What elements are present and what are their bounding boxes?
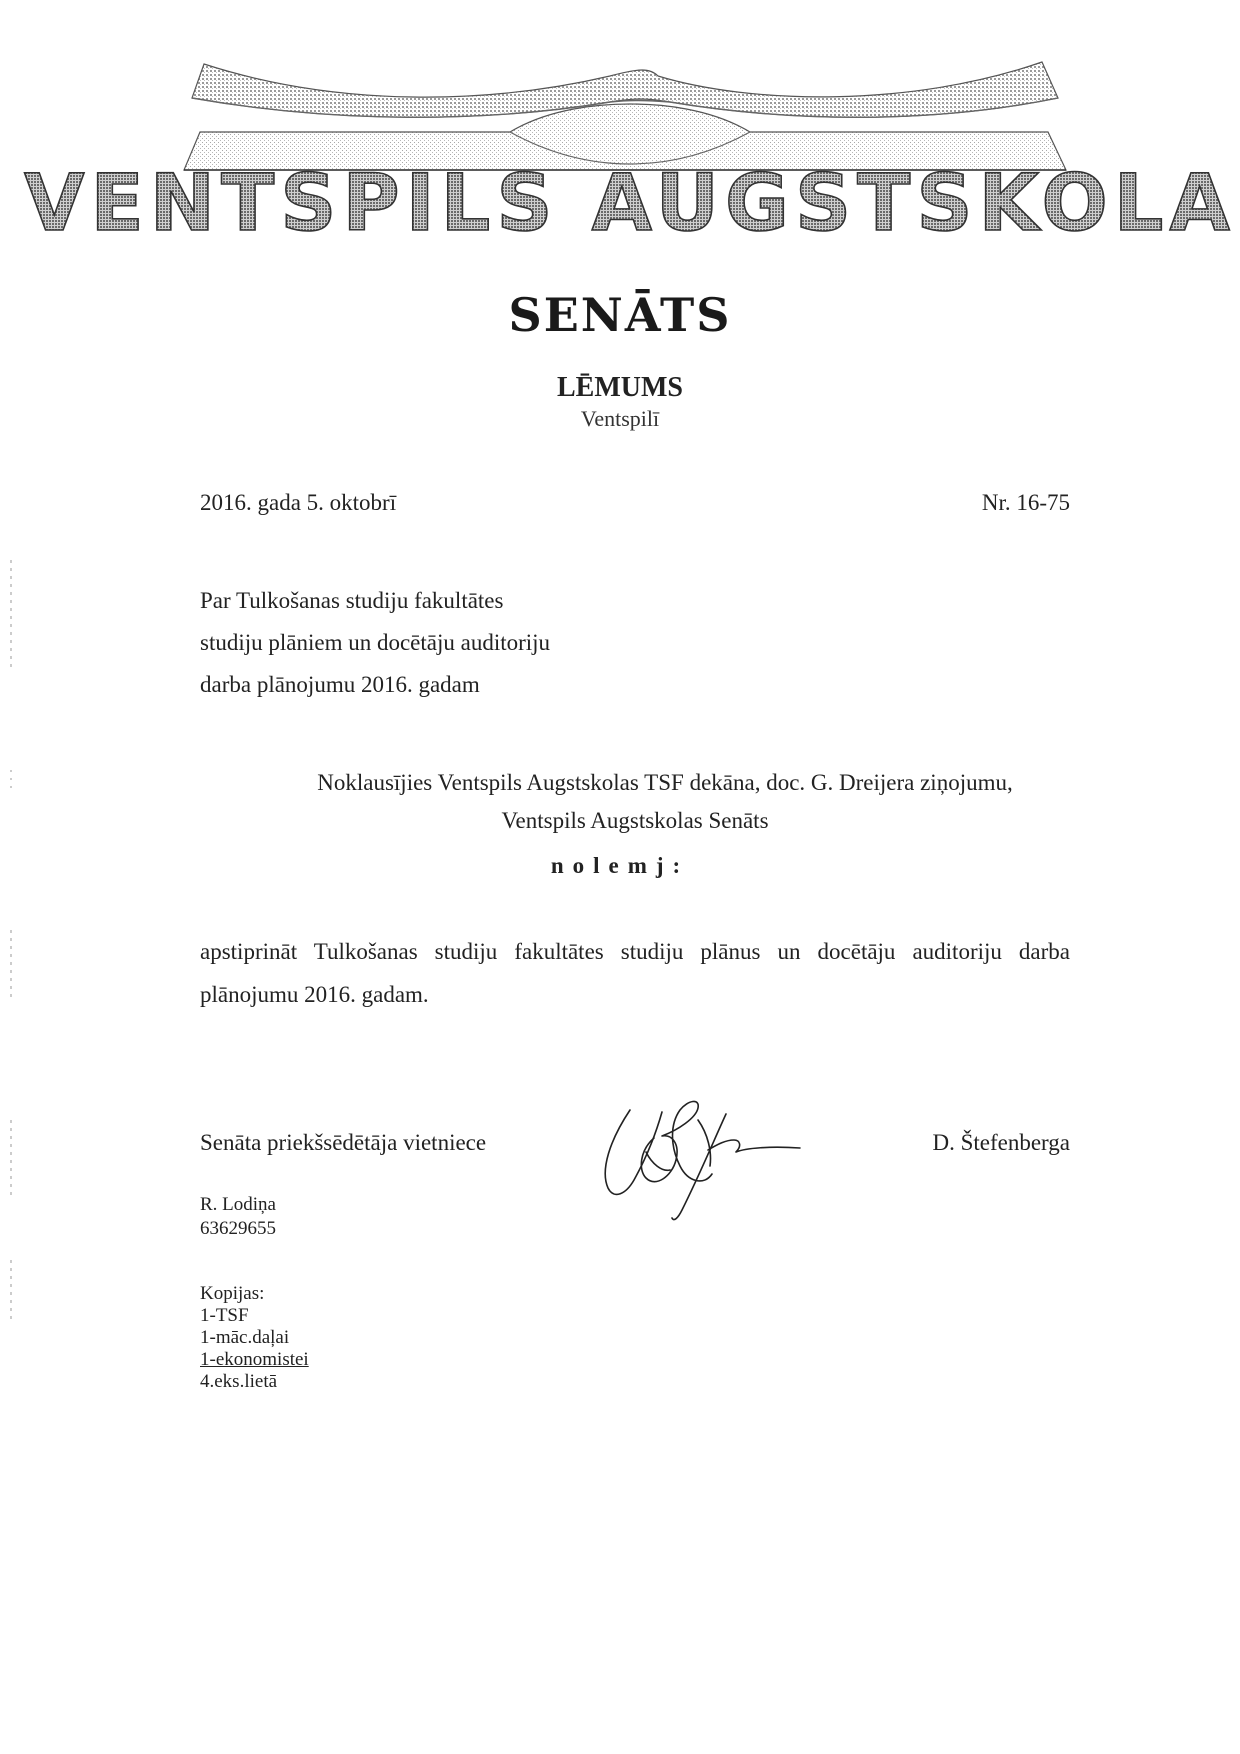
intro-paragraph — [200, 764, 1070, 840]
document-number: Nr. 16-75 — [981, 490, 1070, 515]
contact-name: R. Lodiņa — [200, 1194, 276, 1215]
signer-role: Senāta priekšsēdētāja vietniece — [200, 1130, 487, 1155]
intro-line: Noklausījies Ventspils Augstskolas TSF dekāna, doc. G. Dreijera ziņojumu, — [317, 770, 1013, 795]
copies-item: 1-māc.daļai — [200, 1327, 290, 1348]
document-type: LĒMUMS — [557, 372, 683, 403]
document-title: SENĀTS — [508, 288, 732, 342]
copies-heading: Kopijas: — [200, 1283, 265, 1304]
copies-item: 1-TSF — [200, 1305, 249, 1326]
university-logo — [24, 58, 1236, 249]
document-place: Ventspilī — [580, 406, 660, 431]
signer-name: D. Štefenberga — [932, 1130, 1070, 1155]
decision-text: apstiprināt Tulkošanas studiju fakultātes studiju plānus un docētāju auditoriju darba plānojumu 2016. gadam. — [200, 939, 1070, 1007]
copies-item: 1-ekonomistei — [200, 1349, 309, 1370]
copies-block — [200, 1283, 309, 1393]
decides-heading: nolemj: — [550, 853, 690, 878]
subject-line: darba plānojumu 2016. gadam — [200, 672, 480, 697]
scan-margin-marks — [8, 560, 14, 1360]
contact-phone: 63629655 — [200, 1218, 276, 1239]
document-date: 2016. gada 5. oktobrī — [200, 490, 397, 515]
copies-item: 4.eks.lietā — [200, 1371, 278, 1392]
subject-line: studiju plāniem un docētāju auditoriju — [200, 630, 551, 655]
subject-line: Par Tulkošanas studiju fakultātes — [200, 588, 504, 613]
logo-text: VENTSPILS AUGSTSKOLA — [24, 159, 1236, 249]
contact-block — [200, 1193, 276, 1241]
document-subject — [200, 580, 550, 706]
handwritten-signature — [600, 1090, 840, 1230]
intro-line: Ventspils Augstskolas Senāts — [501, 808, 769, 833]
